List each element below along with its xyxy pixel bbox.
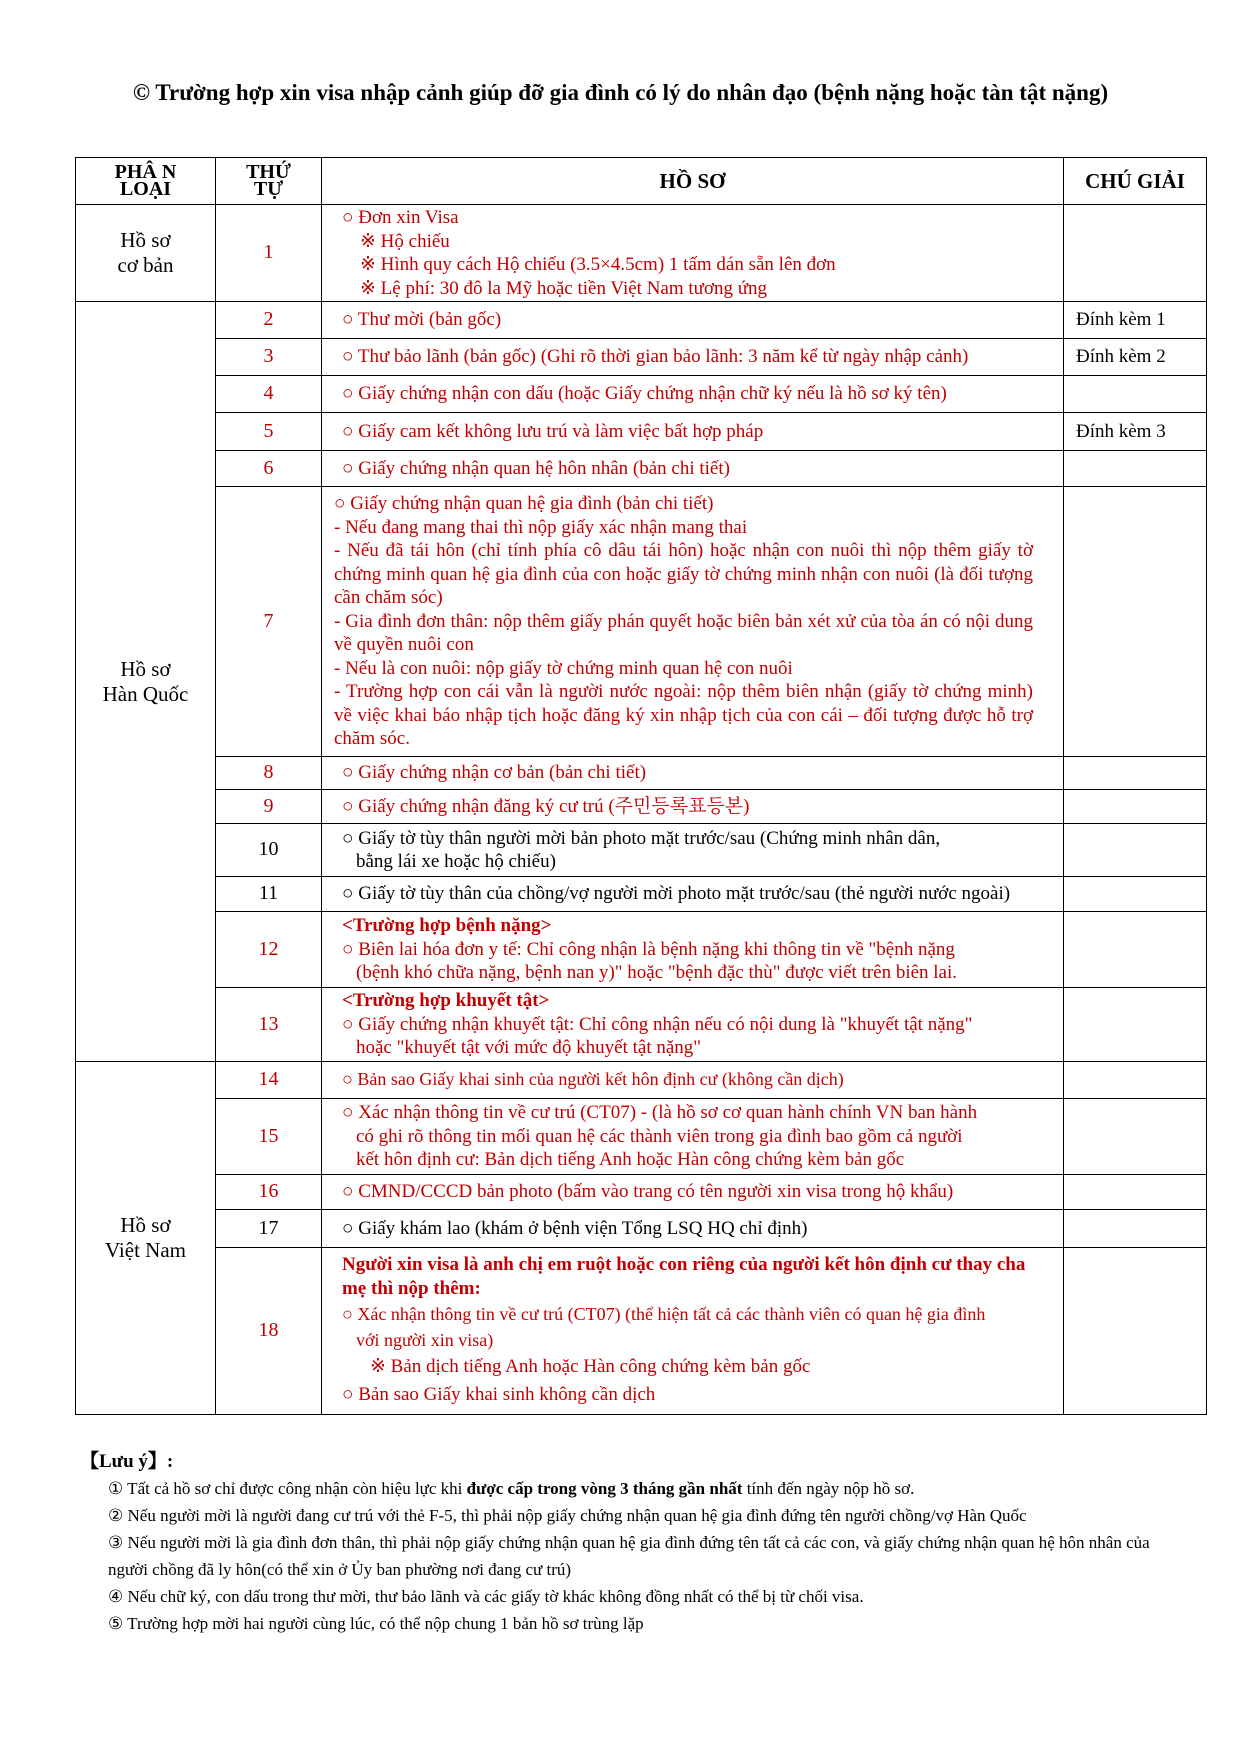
remark-cell [1064, 1210, 1207, 1248]
document-cell: Người xin visa là anh chị em ruột hoặc con riêng của người kết hôn định cư thay cha mẹ thì nộp thêm: ○ Xác nhận thông tin về cư trú (CT07) (thể hiện tất cả các thành viên có quan hệ gia đình với người xin visa) ※ Bản dịch tiếng Anh hoặc Hàn công chứng kèm bản gốc ○ Bản sao Giấy khai sinh không cần dịch [322, 1248, 1064, 1415]
remark-cell [1064, 487, 1207, 757]
row-number: 10 [216, 824, 322, 877]
category-vietnam: Hồ sơ Việt Nam [76, 1062, 216, 1415]
note-item-1: ① Tất cả hồ sơ chỉ được công nhận còn hiệu lực khi được cấp trong vòng 3 tháng gần nhất tính đến ngày nộp hồ sơ. [108, 1479, 915, 1498]
table-row [76, 1248, 1207, 1415]
row-number: 14 [216, 1062, 322, 1099]
document-cell: ○ Đơn xin Visa ※ Hộ chiếu ※ Hình quy cách Hộ chiếu (3.5×4.5cm) 1 tấm dán sẵn lên đơn ※ Lệ phí: 30 đô la Mỹ hoặc tiền Việt Nam tương ứng [322, 205, 1064, 302]
row-number: 18 [216, 1248, 322, 1415]
note-item-2: ② Nếu người mời là người đang cư trú với thẻ F-5, thì phải nộp giấy chứng nhận quan hệ gia đình đứng tên người chồng/vợ Hàn Quốc [108, 1506, 1027, 1525]
document-cell: ○ Giấy chứng nhận quan hệ hôn nhân (bản chi tiết) [322, 451, 1064, 487]
table-header-row [76, 158, 1207, 205]
row-number: 3 [216, 339, 322, 376]
remark-cell [1064, 912, 1207, 988]
table-row [76, 451, 1207, 487]
notes-section [80, 1448, 1220, 1637]
remark-cell [1064, 451, 1207, 487]
remark-cell [1064, 757, 1207, 790]
note-item-3: ③ Nếu người mời là gia đình đơn thân, thì phải nộp giấy chứng nhận quan hệ gia đình đứng tên tất cả các con, và giấy chứng nhận quan hệ hôn nhân của [108, 1533, 1150, 1552]
remark-cell [1064, 1248, 1207, 1415]
remark-cell [1064, 877, 1207, 912]
table-row [76, 1210, 1207, 1248]
table-row [76, 877, 1207, 912]
category-korea: Hồ sơ Hàn Quốc [76, 302, 216, 1062]
category-basic: Hồ sơ cơ bản [76, 205, 216, 302]
row-number: 11 [216, 877, 322, 912]
row-number: 4 [216, 376, 322, 413]
row-number: 1 [216, 205, 322, 302]
page-title: © Trường hợp xin visa nhập cảnh giúp đỡ gia đình có lý do nhân đạo (bệnh nặng hoặc tàn tật nặng) [132, 80, 1109, 105]
document-cell: ○ Thư mời (bản gốc) [322, 302, 1064, 339]
note-item-3-continued: người chồng đã ly hôn(có thể xin ở Ủy ban phường nơi đang cư trú) [108, 1560, 572, 1579]
remark-cell: Đính kèm 3 [1064, 413, 1207, 451]
document-cell: ○ CMND/CCCD bản photo (bấm vào trang có tên người xin visa trong hộ khẩu) [322, 1175, 1064, 1210]
document-cell: ○ Giấy khám lao (khám ở bệnh viện Tổng LSQ HQ chỉ định) [322, 1210, 1064, 1248]
table-row [76, 1175, 1207, 1210]
document-cell: ○ Giấy chứng nhận con dấu (hoặc Giấy chứng nhận chữ ký nếu là hồ sơ ký tên) [322, 376, 1064, 413]
row-number: 7 [216, 487, 322, 757]
note-item-4: ④ Nếu chữ ký, con dấu trong thư mời, thư bảo lãnh và các giấy tờ khác không đồng nhất có thể bị từ chối visa. [108, 1587, 864, 1606]
table-row [76, 413, 1207, 451]
documents-table [75, 157, 1207, 1415]
row-number: 13 [216, 988, 322, 1062]
document-cell: <Trường hợp bệnh nặng> ○ Biên lai hóa đơn y tế: Chỉ công nhận là bệnh nặng khi thông tin về "bệnh nặng (bệnh khó chữa nặng, bệnh nan y)" hoặc "bệnh đặc thù" được viết trên biên lai. [322, 912, 1064, 988]
document-cell: ○ Giấy tờ tùy thân của chồng/vợ người mời photo mặt trước/sau (thẻ người nước ngoài) [322, 877, 1064, 912]
row-number: 16 [216, 1175, 322, 1210]
row-number: 5 [216, 413, 322, 451]
document-cell: <Trường hợp khuyết tật> ○ Giấy chứng nhận khuyết tật: Chỉ công nhận nếu có nội dung là "khuyết tật nặng" hoặc "khuyết tật với mức độ khuyết tật nặng" [322, 988, 1064, 1062]
document-cell: ○ Bản sao Giấy khai sinh của người kết hôn định cư (không cần dịch) [322, 1062, 1064, 1099]
header-documents: HỒ SƠ [322, 158, 1064, 205]
row-number: 15 [216, 1099, 322, 1175]
header-remarks: CHÚ GIẢI [1064, 158, 1207, 205]
table-row [76, 302, 1207, 339]
remark-cell [1064, 1062, 1207, 1099]
row-number: 6 [216, 451, 322, 487]
document-cell: ○ Giấy chứng nhận cơ bản (bản chi tiết) [322, 757, 1064, 790]
table-row [76, 1099, 1207, 1175]
table-row [76, 912, 1207, 988]
table-row [76, 757, 1207, 790]
table-row [76, 790, 1207, 824]
row-number: 2 [216, 302, 322, 339]
table-row [76, 824, 1207, 877]
document-cell: ○ Giấy tờ tùy thân người mời bản photo mặt trước/sau (Chứng minh nhân dân, bằng lái xe hoặc hộ chiếu) [322, 824, 1064, 877]
notes-title: 【Lưu ý】: [80, 1451, 174, 1472]
document-cell: ○ Giấy chứng nhận quan hệ gia đình (bản chi tiết) - Nếu đang mang thai thì nộp giấy xác nhận mang thai - Nếu đã tái hôn (chỉ tính phía cô dâu tái hôn) hoặc nhận con nuôi thì nộp thêm giấy tờ chứng minh quan hệ gia đình của con hoặc giấy tờ chứng minh nhận con nuôi (là đối tượng cần chăm sóc) - Gia đình đơn thân: nộp thêm giấy phán quyết hoặc biên bản xét xử của tòa án có nội dung về quyền nuôi con - Nếu là con nuôi: nộp giấy tờ chứng minh quan hệ con nuôi - Trường hợp con cái vẫn là người nước ngoài: nộp thêm biên nhận (giấy tờ chứng minh) về việc khai báo nhập tịch hoặc đăng ký xin nhập tịch của con cái – đối tượng được hỗ trợ chăm sóc. [322, 487, 1064, 757]
table-row [76, 988, 1207, 1062]
remark-cell: Đính kèm 2 [1064, 339, 1207, 376]
table-row [76, 205, 1207, 302]
table-row [76, 339, 1207, 376]
remark-cell [1064, 376, 1207, 413]
table-row [76, 376, 1207, 413]
document-cell: ○ Thư bảo lãnh (bản gốc) (Ghi rõ thời gian bảo lãnh: 3 năm kể từ ngày nhập cảnh) [322, 339, 1064, 376]
remark-cell [1064, 1175, 1207, 1210]
row-number: 12 [216, 912, 322, 988]
document-cell: ○ Xác nhận thông tin về cư trú (CT07) - (là hồ sơ cơ quan hành chính VN ban hành có ghi rõ thông tin mối quan hệ các thành viên trong gia đình bao gồm cả người kết hôn định cư: Bản dịch tiếng Anh hoặc Hàn công chứng kèm bản gốc [322, 1099, 1064, 1175]
document-cell: ○ Giấy chứng nhận đăng ký cư trú (주민등록표등본) [322, 790, 1064, 824]
remark-cell [1064, 988, 1207, 1062]
table-row [76, 487, 1207, 757]
remark-cell: Đính kèm 1 [1064, 302, 1207, 339]
row-number: 17 [216, 1210, 322, 1248]
remark-cell [1064, 790, 1207, 824]
row-number: 9 [216, 790, 322, 824]
remark-cell [1064, 824, 1207, 877]
row-number: 8 [216, 757, 322, 790]
document-cell: ○ Giấy cam kết không lưu trú và làm việc bất hợp pháp [322, 413, 1064, 451]
header-number: THỨ TỰ [216, 158, 322, 205]
note-item-5: ⑤ Trường hợp mời hai người cùng lúc, có thể nộp chung 1 bản hồ sơ trùng lặp [108, 1614, 644, 1633]
header-category: PHÂ N LOẠI [76, 158, 216, 205]
remark-cell [1064, 205, 1207, 302]
table-row [76, 1062, 1207, 1099]
remark-cell [1064, 1099, 1207, 1175]
